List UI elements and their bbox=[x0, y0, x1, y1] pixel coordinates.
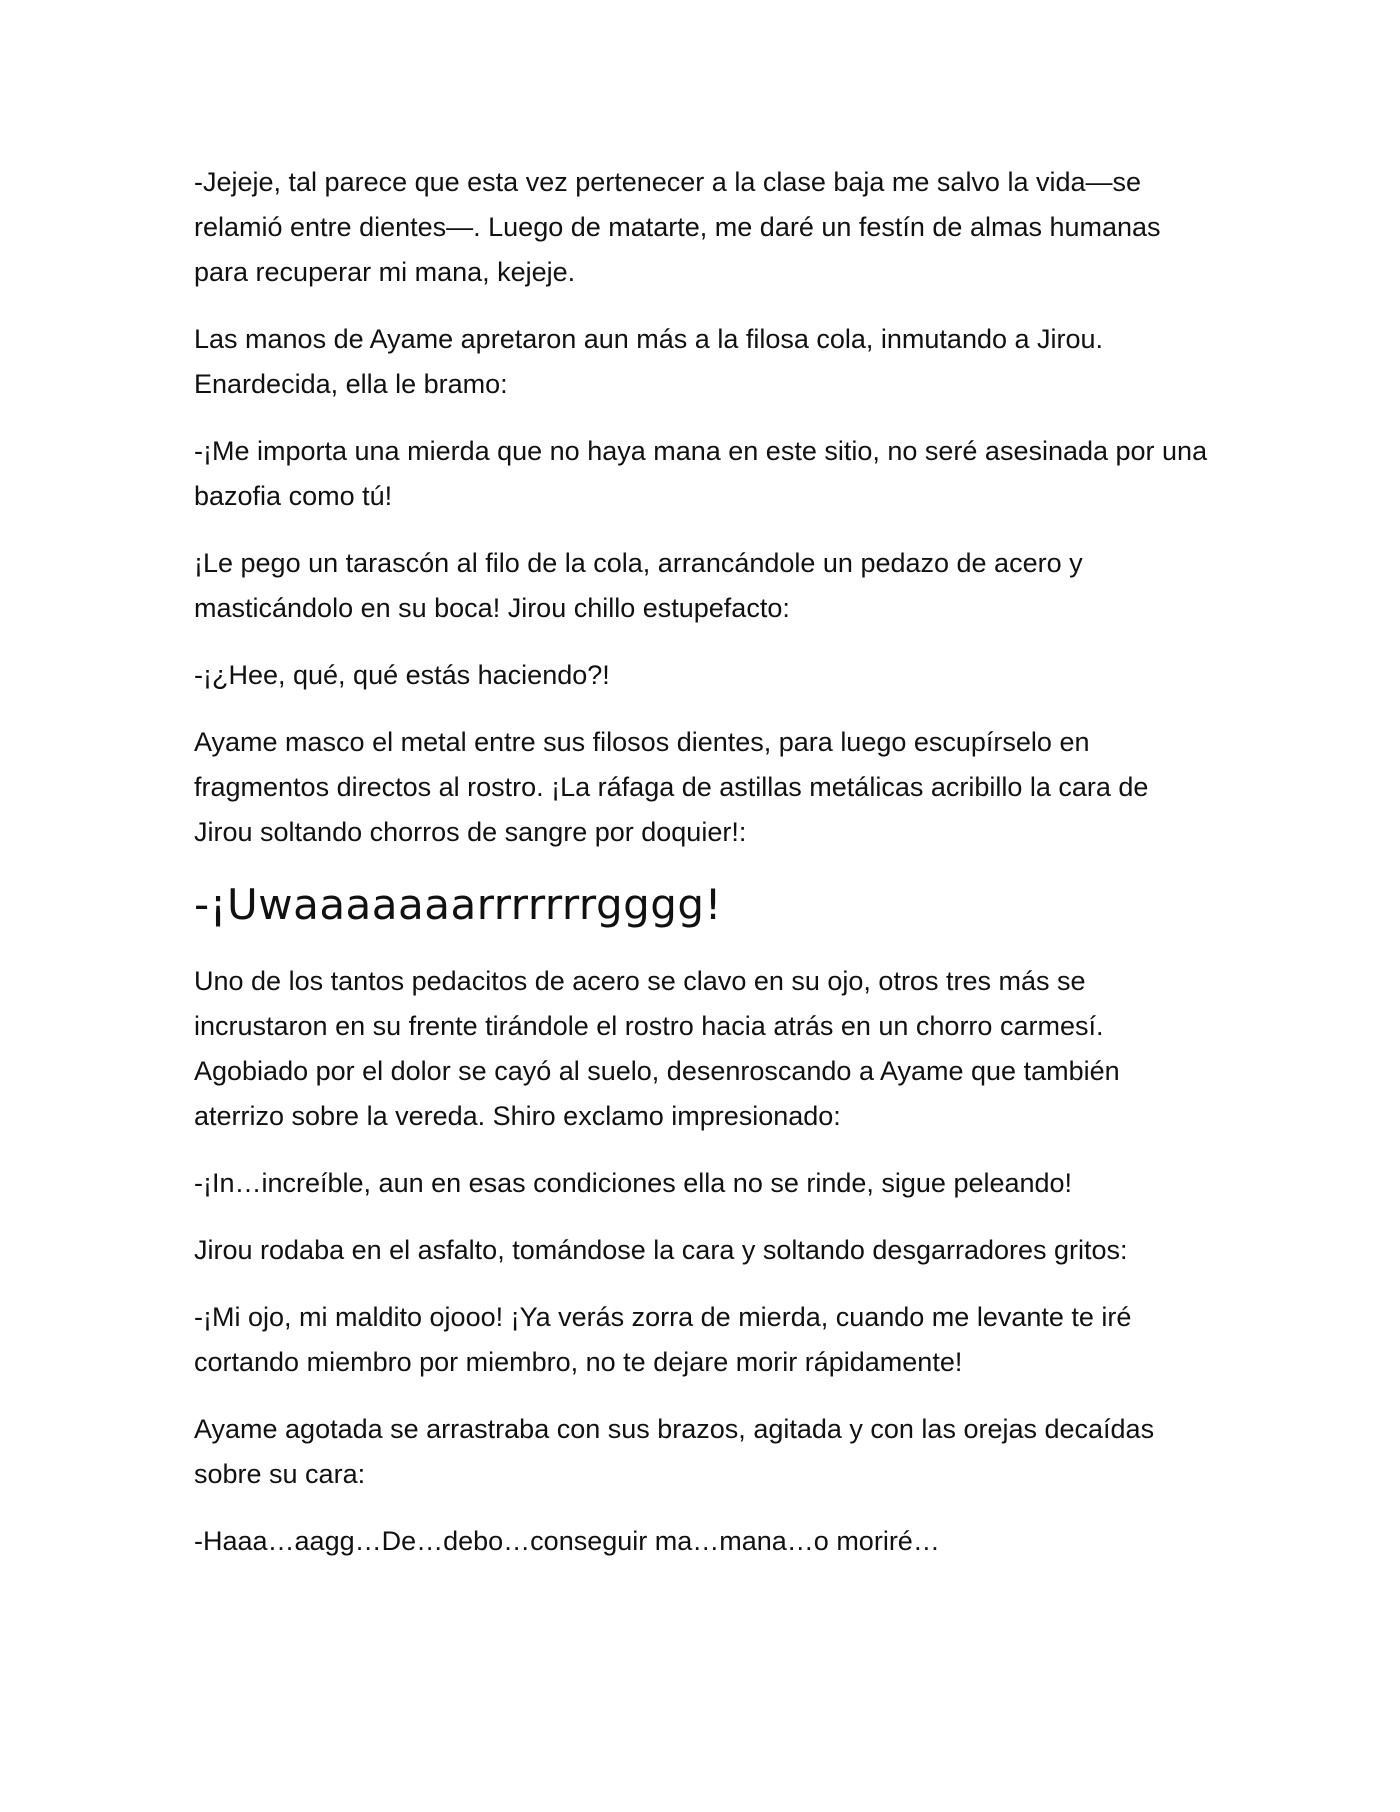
paragraph: -Jejeje, tal parece que esta vez pertenecer a la clase baja me salvo la vida—se relamió entre dientes—. Luego de matarte, me daré un festín de almas humanas para recuperar mi mana, kejeje. bbox=[194, 167, 1161, 287]
paragraph: Las manos de Ayame apretaron aun más a la filosa cola, inmutando a Jirou. Enardecida, ella le bramo: bbox=[194, 324, 1104, 399]
paragraph: -Haaa…aagg…De…debo…conseguir ma…mana…o moriré… bbox=[194, 1526, 940, 1556]
shout-line: -¡Uwaaaaaaarrrrrrrgggg! bbox=[194, 880, 722, 929]
document-body bbox=[194, 160, 1214, 1564]
paragraph: Ayame agotada se arrastraba con sus brazos, agitada y con las orejas decaídas sobre su cara: bbox=[194, 1414, 1155, 1489]
paragraph: -¡¿Hee, qué, qué estás haciendo?! bbox=[194, 660, 610, 690]
paragraph: Jirou rodaba en el asfalto, tomándose la cara y soltando desgarradores gritos: bbox=[194, 1235, 1128, 1265]
paragraph: Ayame masco el metal entre sus filosos dientes, para luego escupírselo en fragmentos directos al rostro. ¡La ráfaga de astillas metálicas acribillo la cara de Jirou soltando chorros de sangre por doquier!: bbox=[194, 727, 1149, 847]
paragraph: -¡Mi ojo, mi maldito ojooo! ¡Ya verás zorra de mierda, cuando me levante te iré cortando miembro por miembro, no te dejare morir rápidamente! bbox=[194, 1302, 1132, 1377]
paragraph: Uno de los tantos pedacitos de acero se clavo en su ojo, otros tres más se incrustaron en su frente tirándole el rostro hacia atrás en un chorro carmesí. Agobiado por el dolor se cayó al suelo, desenroscando a Ayame que también aterrizo sobre la vereda. Shiro exclamo impresionado: bbox=[194, 966, 1120, 1131]
paragraph: ¡Le pego un tarascón al filo de la cola, arrancándole un pedazo de acero y masticándolo en su boca! Jirou chillo estupefacto: bbox=[194, 548, 1083, 623]
paragraph: -¡In…increíble, aun en esas condiciones ella no se rinde, sigue peleando! bbox=[194, 1168, 1073, 1198]
paragraph: -¡Me importa una mierda que no haya mana en este sitio, no seré asesinada por una bazofia como tú! bbox=[194, 436, 1208, 511]
